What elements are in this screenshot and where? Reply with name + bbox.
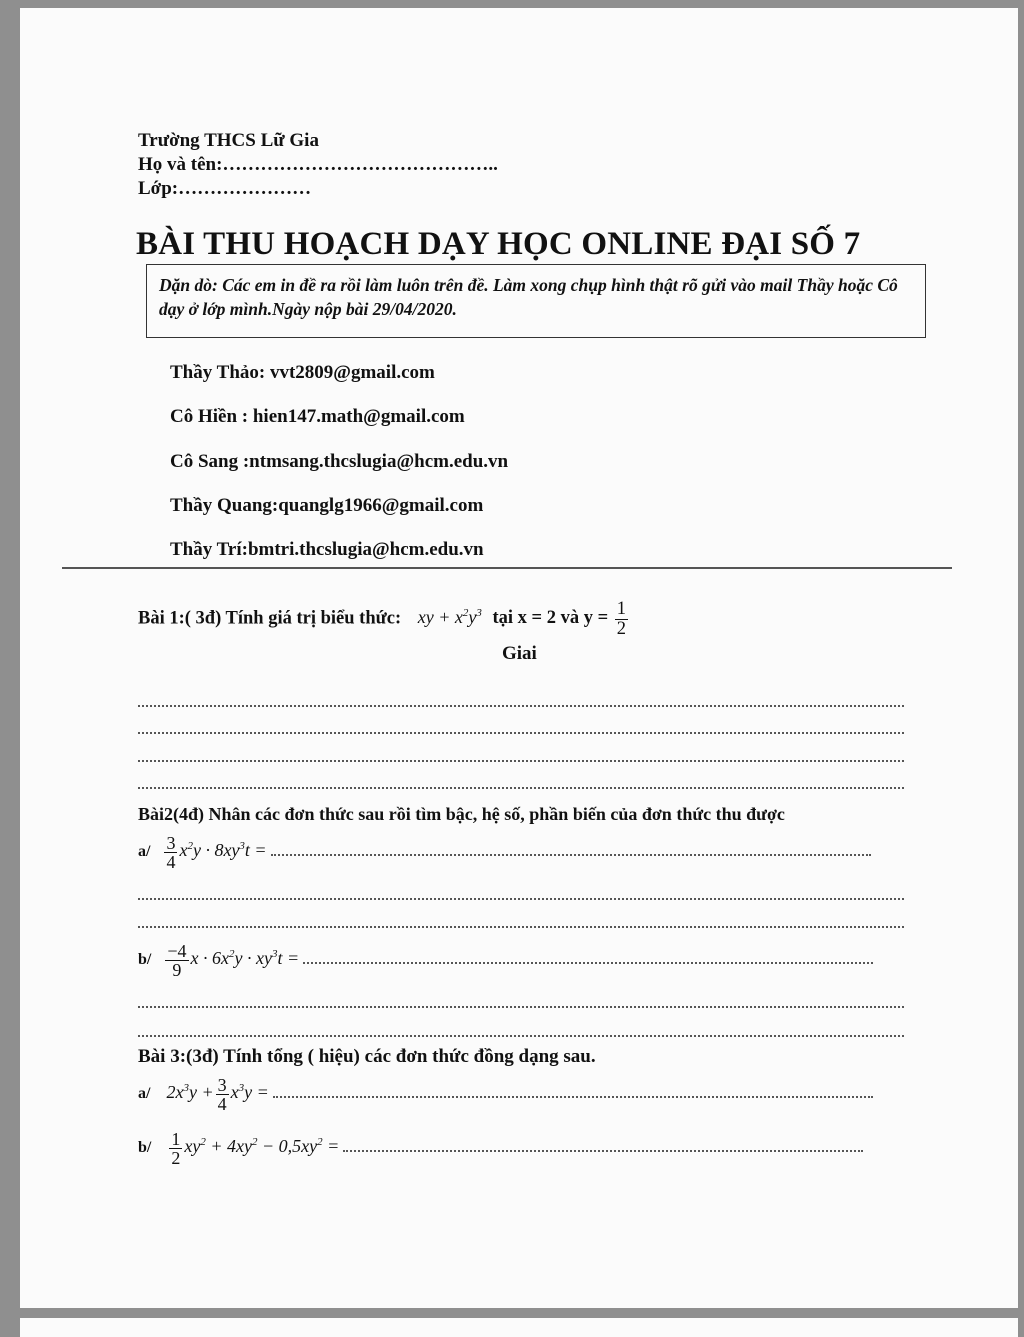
document-title: BÀI THU HOẠCH DẠY HỌC ONLINE ĐẠI SỐ 7 bbox=[136, 226, 861, 262]
next-page-edge bbox=[20, 1318, 1018, 1337]
exercise-3b bbox=[138, 1130, 863, 1167]
answer-line bbox=[138, 787, 904, 789]
exercise-1 bbox=[138, 600, 630, 638]
answer-line bbox=[343, 1138, 863, 1152]
answer-line bbox=[271, 842, 871, 856]
answer-line bbox=[273, 1084, 873, 1098]
fraction: $\frac{3}{4}$ bbox=[217, 1075, 227, 1114]
contact-line: Cô Sang :ntmsang.thcslugia@hcm.edu.vn bbox=[170, 451, 509, 472]
exercise-2-prompt: Bài2(4đ) Nhân các đơn thức sau rồi tìm bậc, hệ số, phần biến của đơn thức thu được bbox=[138, 804, 785, 824]
fraction: $\frac{1}{2}$ bbox=[616, 599, 626, 639]
item-label: a/ bbox=[138, 1085, 151, 1103]
exercise-1-expression: xy + $x^2y^3$ bbox=[417, 607, 482, 628]
contact-line: Thầy Quang:quanglg1966@gmail.com bbox=[170, 495, 484, 516]
fraction: $\frac{1}{2}$ bbox=[171, 1129, 181, 1168]
item-label: a/ bbox=[138, 843, 151, 861]
answer-line bbox=[138, 1006, 904, 1008]
exercise-3a-expression: $2x^3y$ + bbox=[166, 1082, 214, 1103]
exercise-1-condition: tại x = 2 và y = bbox=[492, 608, 609, 629]
answer-line bbox=[138, 1035, 904, 1037]
fraction: $\frac{-4}{9}$ bbox=[167, 941, 187, 980]
exercise-3a bbox=[138, 1076, 873, 1113]
student-name-field: Họ và tên:…………………………………….. bbox=[138, 154, 498, 175]
exercise-3-prompt: Bài 3:(3đ) Tính tổng ( hiệu) các đơn thức đồng dạng sau. bbox=[138, 1046, 596, 1067]
worksheet-page bbox=[20, 8, 1018, 1308]
exercise-2a bbox=[138, 834, 871, 871]
exercise-2a-expression: $x^2y \cdot 8xy^3t$ = bbox=[179, 840, 267, 861]
item-label: b/ bbox=[138, 1139, 152, 1157]
exercise-3a-expression-tail: $x^3y$ = bbox=[230, 1082, 269, 1103]
answer-line bbox=[138, 705, 904, 707]
contact-line: Thầy Trí:bmtri.thcslugia@hcm.edu.vn bbox=[170, 539, 484, 560]
class-field: Lớp:………………… bbox=[138, 178, 312, 199]
fraction: $\frac{3}{4}$ bbox=[166, 833, 176, 872]
exercise-2b-expression: $x \cdot 6x^2y \cdot xy^3t$ = bbox=[190, 948, 300, 969]
contact-line: Thầy Thảo: vvt2809@gmail.com bbox=[170, 362, 435, 383]
contact-line: Cô Hiền : hien147.math@gmail.com bbox=[170, 406, 465, 427]
exercise-2b bbox=[138, 942, 873, 979]
instruction-note: Dặn dò: Các em in đề ra rồi làm luôn trên đề. Làm xong chụp hình thật rõ gửi vào mail Thầy hoặc Cô dạy ở lớp mình.Ngày nộp bài 29/04/2020. bbox=[146, 264, 926, 338]
exercise-3b-expression: $xy^2 + 4xy^2 - 0,5xy^2$ = bbox=[184, 1136, 340, 1157]
answer-line bbox=[303, 950, 873, 964]
school-name: Trường THCS Lữ Gia bbox=[138, 130, 319, 151]
solution-heading: Giai bbox=[502, 643, 537, 664]
answer-line bbox=[138, 760, 904, 762]
answer-line bbox=[138, 926, 904, 928]
answer-line bbox=[138, 898, 904, 900]
exercise-1-prompt: Bài 1:( 3đ) Tính giá trị biểu thức: bbox=[138, 608, 402, 629]
section-divider bbox=[62, 567, 952, 569]
item-label: b/ bbox=[138, 951, 152, 969]
answer-line bbox=[138, 732, 904, 734]
